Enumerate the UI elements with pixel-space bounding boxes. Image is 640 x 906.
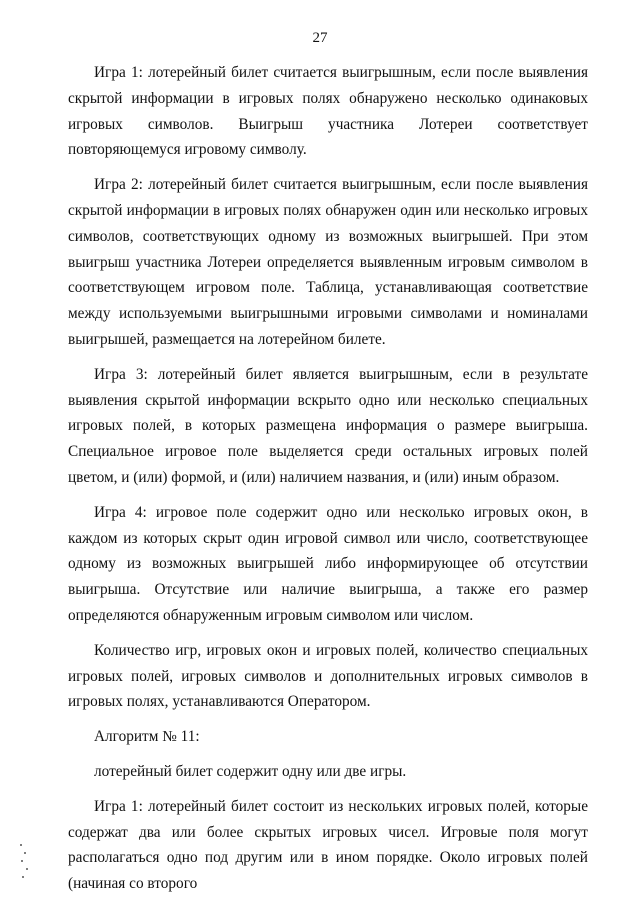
document-body bbox=[68, 60, 588, 906]
paragraph-game-3: Игра 3: лотерейный билет является выигрышным, если в результате выявления скрытой информации вскрыто одно или несколько специальных игровых полей, в которых размещена информация о размере выигрыша. Специальное игровое поле выделяется среди остальных игровых полей цветом, и (или) формой, и (или) наличием названия, и (или) иным образом. bbox=[68, 365, 588, 486]
paragraph-ticket-games: лотерейный билет содержит одну или две игры. bbox=[94, 762, 407, 780]
paragraph-algo-game-1: Игра 1: лотерейный билет состоит из нескольких игровых полей, которые содержат два или более скрытых игровых чисел. Игровые поля могут располагаться одно под другим или в ином порядке. Около игровых полей (начиная со второго bbox=[68, 797, 588, 893]
page-number: 27 bbox=[312, 30, 328, 46]
paragraph-game-2: Игра 2: лотерейный билет считается выигрышным, если после выявления скрытой информации в игровых полях обнаружен один или несколько игровых символов, соответствующих одному из возможных выигрышей. При этом выигрыш участника Лотереи определяется выявленным игровым символом в соответствующем игровом поле. Таблица, устанавливающая соответствие между используемыми выигрышными игровыми символами и номиналами выигрышей, размещается на лотерейном билете. bbox=[68, 176, 588, 348]
scan-edge-marks bbox=[18, 842, 32, 882]
paragraph-quantities: Количество игр, игровых окон и игровых полей, количество специальных игровых полей, игровых символов и дополнительных игровых символов в игровых полях, устанавливаются Оператором. bbox=[68, 641, 588, 711]
paragraph-algorithm-heading: Алгоритм № 11: bbox=[94, 728, 200, 746]
paragraph-game-1: Игра 1: лотерейный билет считается выигрышным, если после выявления скрытой информации в игровых полях обнаружено несколько одинаковых игровых символов. Выигрыш участника Лотереи соответствует повторяющемуся игровому символу. bbox=[68, 64, 588, 159]
paragraph-game-4: Игра 4: игровое поле содержит одно или несколько игровых окон, в каждом из которых скрыт один игровой символ или число, соответствующее одному из возможных выигрышей либо информирующее об отсутствии выигрыша. Отсутствие или наличие выигрыша, а также его размер определяются обнаруженным игровым символом или числом. bbox=[68, 503, 588, 624]
